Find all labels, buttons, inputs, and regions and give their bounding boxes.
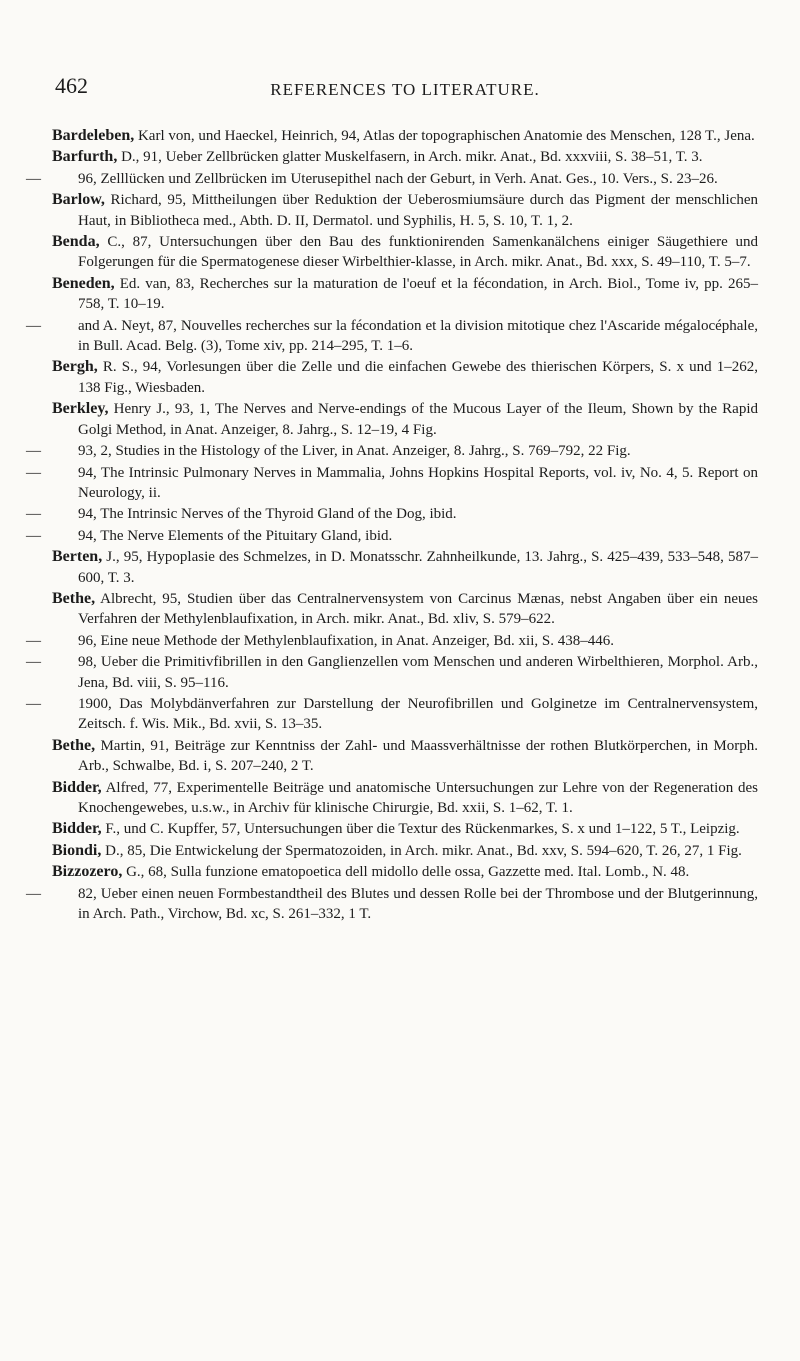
reference-entry <box>52 190 758 231</box>
reference-author: Bethe, <box>52 736 96 754</box>
reference-entry <box>26 504 758 524</box>
page-number: 462 <box>55 73 88 98</box>
page-header <box>55 73 755 103</box>
reference-text: Richard, 95, Mittheilungen über Reduktion der Ueberosmiumsäure durch das Pigment der menschlichen Haut, in Bibliotheca med., Abth. D. II, Dermatol. und Syphilis, H. 5, S. 10, T. 1, 2. <box>78 192 758 229</box>
reference-author: Barlow, <box>52 191 105 209</box>
ditto-dash: — <box>26 654 41 671</box>
reference-author: Benda, <box>52 233 100 251</box>
reference-text: 98, Ueber die Primitivfibrillen in den Ganglienzellen vom Menschen und anderen Wirbelthieren, Morphol. Arb., Jena, Bd. viii, S. 95–116. <box>78 654 758 691</box>
reference-entry <box>52 736 758 777</box>
reference-text: R. S., 94, Vorlesungen über die Zelle und die einfachen Gewebe des thierischen Körpers, S. x und 1–262, 138 Fig., Wiesbaden. <box>78 359 758 396</box>
reference-author: Barfurth, <box>52 148 118 166</box>
ditto-dash: — <box>26 443 41 460</box>
reference-text: D., 91, Ueber Zellbrücken glatter Muskelfasern, in Arch. mikr. Anat., Bd. xxxviii, S. 38–51, T. 3. <box>117 149 703 166</box>
reference-text: 1900, Das Molybdänverfahren zur Darstellung der Neurofibrillen und Golginetze im Centralnervensystem, Zeitsch. f. Wis. Mik., Bd. xvii, S. 13–35. <box>78 695 758 733</box>
reference-entry <box>52 357 758 398</box>
reference-text: 94, The Nerve Elements of the Pituitary Gland, ibid. <box>78 527 393 544</box>
reference-text: Ed. van, 83, Recherches sur la maturation de l'oeuf et la fécondation, in Arch. Biol., Tome iv, pp. 265–758, T. 10–19. <box>78 275 758 313</box>
reference-author: Bizzozero, <box>52 863 123 881</box>
ditto-dash: — <box>26 885 41 902</box>
ditto-dash: — <box>26 632 41 649</box>
reference-author: Biondi, <box>52 841 102 859</box>
reference-entry <box>52 232 758 273</box>
reference-author: Bardeleben, <box>52 127 135 144</box>
ditto-dash: — <box>26 695 41 712</box>
reference-author: Bergh, <box>52 358 98 376</box>
reference-entry <box>52 778 758 819</box>
reference-entry <box>52 547 758 588</box>
reference-text: Karl von, und Haeckel, Heinrich, 94, Atlas der topographischen Anatomie des Menschen, 128 T., Jena. <box>134 128 755 144</box>
ditto-dash: — <box>26 506 41 523</box>
reference-text: Martin, 91, Beiträge zur Kenntniss der Zahl- und Maassverhältnisse der rothen Blutkörperchen, in Morph. Arb., Schwalbe, Bd. i, S. 207–240, 2 T. <box>78 737 758 775</box>
reference-entry <box>52 819 758 839</box>
reference-text: 94, The Intrinsic Pulmonary Nerves in Mammalia, Johns Hopkins Hospital Reports, vol. iv, No. 4, 5. Report on Neurology, ii. <box>78 464 758 501</box>
reference-text: D., 85, Die Entwickelung der Spermatozoiden, in Arch. mikr. Anat., Bd. xxv, S. 594–620, T. 26, 27, 1 Fig. <box>101 842 742 859</box>
reference-text: 82, Ueber einen neuen Formbestandtheil des Blutes und dessen Rolle bei der Thrombose und der Blutgerinnung, in Arch. Path., Virchow, Bd. xc, S. 261–332, 1 T. <box>78 885 758 923</box>
reference-text: Henry J., 93, 1, The Nerves and Nerve-endings of the Mucous Layer of the Ileum, Shown by the Rapid Golgi Method, in Anat. Anzeiger, 8. Jahrg., S. 12–19, 4 Fig. <box>78 401 758 438</box>
reference-text: G., 68, Sulla funzione ematopoetica dell midollo delle ossa, Gazzette med. Ital. Lomb., N. 48. <box>122 864 690 881</box>
reference-list <box>26 126 758 925</box>
reference-author: Bethe, <box>52 589 96 607</box>
reference-entry <box>52 399 758 440</box>
reference-entry <box>52 589 758 630</box>
reference-text: and A. Neyt, 87, Nouvelles recherches sur la fécondation et la division mitotique chez l'Ascaride mégalocéphale, in Bull. Acad. Belg. (3), Tome xiv, pp. 214–295, T. 1–6. <box>78 317 758 355</box>
reference-author: Bidder, <box>52 820 102 838</box>
ditto-dash: — <box>26 317 41 334</box>
reference-author: Beneden, <box>52 274 115 292</box>
reference-author: Berkley, <box>52 400 109 418</box>
reference-entry <box>26 631 758 651</box>
reference-text: 96, Eine neue Methode der Methylenblaufixation, in Anat. Anzeiger, Bd. xii, S. 438–446. <box>78 632 614 649</box>
reference-entry <box>26 884 758 925</box>
reference-entry <box>26 441 758 461</box>
reference-entry <box>26 694 758 735</box>
reference-text: 94, The Intrinsic Nerves of the Thyroid Gland of the Dog, ibid. <box>78 506 457 523</box>
reference-text: Albrecht, 95, Studien über das Centralnervensystem von Carcinus Mænas, nebst Angaben über ein neues Verfahren der Methylenblaufixation, in Arch. mikr. Anat., Bd. xliv, S. 579–622. <box>78 590 758 628</box>
reference-text: F., und C. Kupffer, 57, Untersuchungen über die Textur des Rückenmarkes, S. x und 1–122, 5 T., Leipzig. <box>101 821 740 838</box>
ditto-dash: — <box>26 170 41 187</box>
reference-author: Bidder, <box>52 778 102 796</box>
reference-text: J., 95, Hypoplasie des Schmelzes, in D. Monatsschr. Zahnheilkunde, 13. Jahrg., S. 425–439, 533–548, 587–600, T. 3. <box>78 549 758 586</box>
reference-entry <box>52 841 758 861</box>
reference-entry <box>26 652 758 693</box>
reference-author: Berten, <box>52 548 103 566</box>
reference-entry <box>26 169 758 189</box>
reference-entry <box>26 463 758 504</box>
reference-entry <box>26 316 758 357</box>
reference-text: Alfred, 77, Experimentelle Beiträge und anatomische Untersuchungen zur Lehre von der Regeneration des Knochengewebes, u.s.w., in Archiv für klinische Chirurgie, Bd. xxii, S. 1–62, T. 1. <box>78 779 758 816</box>
reference-text: 96, Zelllücken und Zellbrücken im Uterusepithel nach der Geburt, in Verh. Anat. Ges., 10. Vers., S. 23–26. <box>78 170 718 187</box>
reference-entry <box>52 126 758 146</box>
reference-text: C., 87, Untersuchungen über den Bau des funktionirenden Samenkanälchens einiger Säugethiere und Folgerungen für die Spermatogenese dieser Wirbelthier-klasse, in Arch. mikr. Anat., Bd. xxx, S. 49–110, T. 5–7. <box>78 234 758 271</box>
ditto-dash: — <box>26 527 41 544</box>
reference-entry <box>52 147 758 167</box>
reference-entry <box>52 862 758 882</box>
ditto-dash: — <box>26 464 41 481</box>
reference-entry <box>26 526 758 546</box>
running-head: REFERENCES TO LITERATURE. <box>270 80 540 99</box>
reference-entry <box>52 274 758 315</box>
reference-text: 93, 2, Studies in the Histology of the Liver, in Anat. Anzeiger, 8. Jahrg., S. 769–792, 22 Fig. <box>78 443 631 460</box>
